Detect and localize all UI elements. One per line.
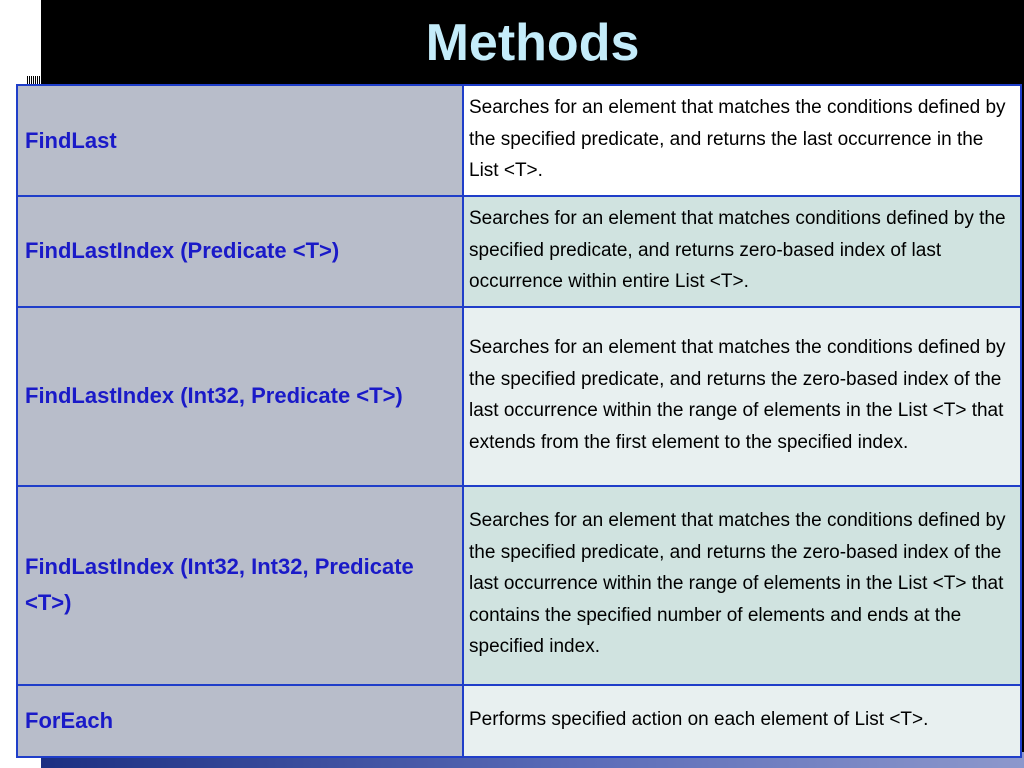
table-row (17, 196, 1021, 307)
table-row (17, 307, 1021, 486)
method-description: Searches for an element that matches the conditions defined by the specified predicate, and returns the zero-based index of the last occurrence within the range of elements in the List <T> that extends from the first element to the specified index. (463, 307, 1021, 486)
method-name: FindLastIndex (Predicate <T>) (17, 196, 463, 307)
method-description: Searches for an element that matches conditions defined by the specified predicate, and returns zero-based index of last occurrence within entire List <T>. (463, 196, 1021, 307)
method-name: FindLast (17, 85, 463, 196)
method-name: FindLastIndex (Int32, Int32, Predicate <T>) (17, 486, 463, 685)
method-description: Performs specified action on each element of List <T>. (463, 685, 1021, 757)
table-row (17, 85, 1021, 196)
table-row (17, 486, 1021, 685)
slide-title: Methods (425, 14, 640, 72)
method-name: ForEach (17, 685, 463, 757)
methods-table (16, 84, 1022, 758)
table-row (17, 685, 1021, 757)
method-description: Searches for an element that matches the conditions defined by the specified predicate, and returns the zero-based index of the last occurrence within the range of elements in the List <T> that contains the specified number of elements and ends at the specified index. (463, 486, 1021, 685)
method-name: FindLastIndex (Int32, Predicate <T>) (17, 307, 463, 486)
method-description: Searches for an element that matches the conditions defined by the specified predicate, and returns the last occurrence in the List <T>. (463, 85, 1021, 196)
